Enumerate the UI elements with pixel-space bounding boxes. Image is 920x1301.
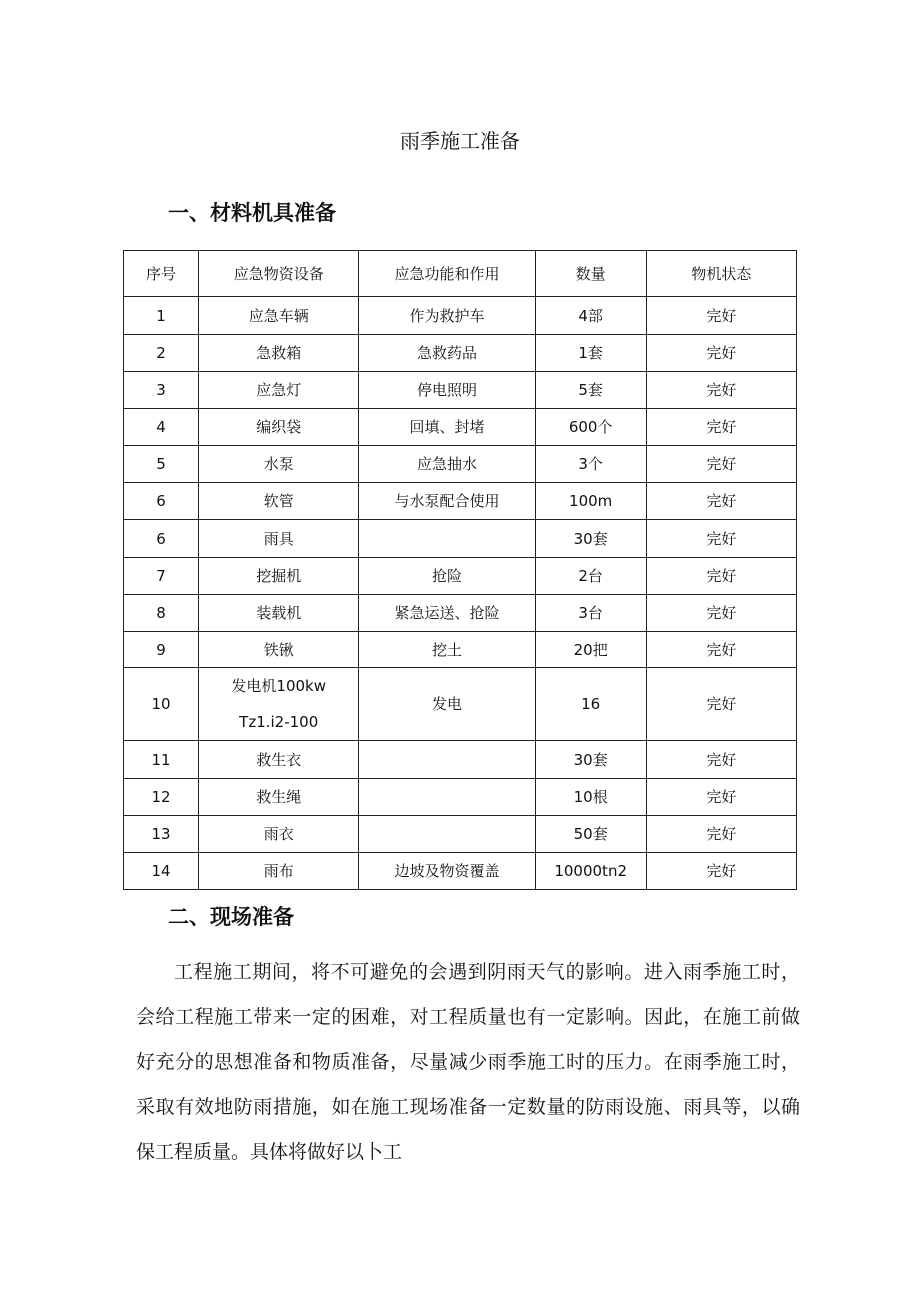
header-cell: 应急物资设备: [199, 251, 359, 297]
cell-func: 作为救护车: [359, 297, 535, 335]
table-row: [124, 483, 797, 520]
cell-no: 6: [124, 483, 199, 520]
cell-item: 编织袋: [199, 409, 359, 446]
cell-item: 水泵: [199, 446, 359, 483]
table-row: [124, 853, 797, 890]
page-title: 雨季施工准备: [400, 129, 520, 153]
cell-qty: 5套: [535, 372, 646, 409]
cell-func: 紧急运送、抢险: [359, 595, 535, 632]
cell-item: 装载机: [199, 595, 359, 632]
cell-func: [359, 741, 535, 779]
cell-no: 3: [124, 372, 199, 409]
cell-state: 完好: [646, 741, 796, 779]
cell-state: 完好: [646, 558, 796, 595]
table-row: [124, 372, 797, 409]
cell-func: [359, 779, 535, 816]
cell-qty: 20把: [535, 632, 646, 668]
cell-item: 应急车辆: [199, 297, 359, 335]
cell-no: 14: [124, 853, 199, 890]
cell-state: 完好: [646, 668, 796, 741]
cell-item: 雨衣: [199, 816, 359, 853]
equipment-table: [123, 250, 797, 890]
cell-qty: 3台: [535, 595, 646, 632]
section-heading-materials: 一、材料机具准备: [168, 201, 336, 225]
cell-state: 完好: [646, 779, 796, 816]
section-heading-site: 二、现场准备: [168, 905, 294, 929]
cell-no: 8: [124, 595, 199, 632]
cell-func: 停电照明: [359, 372, 535, 409]
cell-qty: 30套: [535, 741, 646, 779]
cell-func: 边坡及物资覆盖: [359, 853, 535, 890]
header-cell: 数量: [535, 251, 646, 297]
cell-item: 救生衣: [199, 741, 359, 779]
cell-qty: 30套: [535, 520, 646, 558]
cell-func: [359, 520, 535, 558]
cell-state: 完好: [646, 446, 796, 483]
cell-no: 6: [124, 520, 199, 558]
cell-qty: 1套: [535, 335, 646, 372]
cell-no: 5: [124, 446, 199, 483]
cell-item: 急救箱: [199, 335, 359, 372]
cell-state: 完好: [646, 409, 796, 446]
cell-state: 完好: [646, 372, 796, 409]
cell-state: 完好: [646, 595, 796, 632]
cell-no: 2: [124, 335, 199, 372]
cell-func: 应急抽水: [359, 446, 535, 483]
cell-func: 与水泵配合使用: [359, 483, 535, 520]
cell-state: 完好: [646, 520, 796, 558]
cell-func: 发电: [359, 668, 535, 741]
cell-func: 挖土: [359, 632, 535, 668]
cell-state: 完好: [646, 816, 796, 853]
cell-state: 完好: [646, 853, 796, 890]
table-row: [124, 779, 797, 816]
table-row: [124, 558, 797, 595]
header-cell: 序号: [124, 251, 199, 297]
table-row: [124, 816, 797, 853]
cell-func: 抢险: [359, 558, 535, 595]
header-cell: 应急功能和作用: [359, 251, 535, 297]
header-cell: 物机状态: [646, 251, 796, 297]
cell-state: 完好: [646, 335, 796, 372]
cell-qty: 4部: [535, 297, 646, 335]
table-row: [124, 409, 797, 446]
table-row: [124, 668, 797, 741]
cell-qty: 50套: [535, 816, 646, 853]
table-header-row: [124, 251, 797, 297]
body-paragraph: 工程施工期间，将不可避免的会遇到阴雨天气的影响。进入雨季施工时，会给工程施工带来一定的困难，对工程质量也有一定影响。因此，在施工前做好充分的思想准备和物质准备，尽量减少雨季施工时的压力。在雨季施工时，采取有效地防雨措施，如在施工现场准备一定数量的防雨设施、雨具等，以确保工程质量。具体将做好以卜工: [136, 961, 800, 1163]
cell-no: 12: [124, 779, 199, 816]
cell-qty: 600个: [535, 409, 646, 446]
cell-item-line: Tz1.i2-100: [239, 713, 319, 731]
cell-item: 雨布: [199, 853, 359, 890]
cell-item: 雨具: [199, 520, 359, 558]
cell-qty: 16: [535, 668, 646, 741]
cell-qty: 10000tn2: [535, 853, 646, 890]
cell-item: 软管: [199, 483, 359, 520]
cell-item: [199, 668, 359, 741]
cell-no: 11: [124, 741, 199, 779]
cell-state: 完好: [646, 297, 796, 335]
table-row: [124, 446, 797, 483]
cell-no: 9: [124, 632, 199, 668]
table-row: [124, 297, 797, 335]
cell-no: 13: [124, 816, 199, 853]
cell-func: 急救药品: [359, 335, 535, 372]
table-row: [124, 520, 797, 558]
table-row: [124, 595, 797, 632]
cell-qty: 3个: [535, 446, 646, 483]
cell-func: 回填、封堵: [359, 409, 535, 446]
cell-item: 铁锹: [199, 632, 359, 668]
cell-state: 完好: [646, 483, 796, 520]
table-row: [124, 741, 797, 779]
cell-qty: 100m: [535, 483, 646, 520]
cell-item: 挖掘机: [199, 558, 359, 595]
cell-item-line: 发电机100kw: [231, 677, 327, 695]
cell-no: 4: [124, 409, 199, 446]
cell-func: [359, 816, 535, 853]
cell-no: 7: [124, 558, 199, 595]
table-row: [124, 335, 797, 372]
table-row: [124, 632, 797, 668]
cell-no: 1: [124, 297, 199, 335]
cell-item: 救生绳: [199, 779, 359, 816]
cell-state: 完好: [646, 632, 796, 668]
cell-qty: 10根: [535, 779, 646, 816]
cell-no: 10: [124, 668, 199, 741]
cell-item: 应急灯: [199, 372, 359, 409]
cell-qty: 2台: [535, 558, 646, 595]
